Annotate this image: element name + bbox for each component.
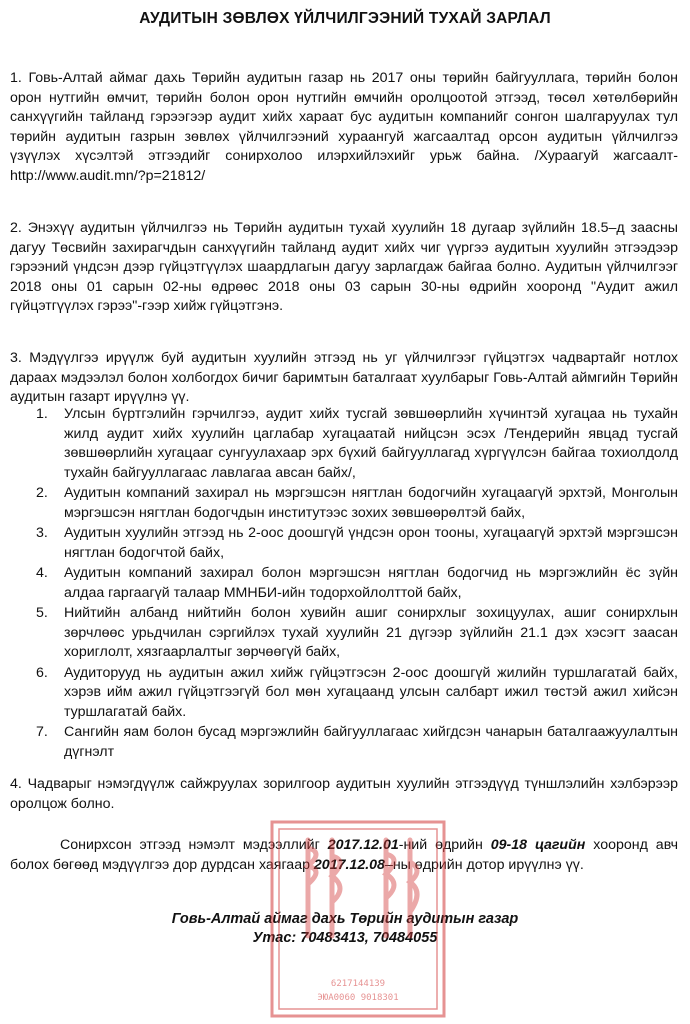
list-item: 3. Аудитын хуулийн этгээд нь 2-оос доошгүй үндсэн орон тооны, хугацаагүй эрхтэй мэргэшсэн нягтлан бодогчтой байх,	[36, 525, 678, 561]
requirements-list	[36, 405, 678, 763]
paragraph-3: 3. Мэдүүлгээ ирүүлж буй аудитын хуулийн этгээд нь уг үйлчилгээг гүйцэтгэх чадвартайг нотлох дараах мэдээлэл болон холбогдох бичиг баримтын баталгаат хуулбарыг Говь-Алтай аймгийн Төрийн аудитын газарт ирүүлнэ үү.	[10, 350, 678, 405]
document-title: АУДИТЫН ЗӨВЛӨХ ҮЙЛЧИЛГЭЭНИЙ ТУХАЙ ЗАРЛАЛ	[139, 10, 551, 27]
paragraph-5: Сонирхсон этгээд нэмэлт мэдээллийг 2017.12.01-ний өдрийн 09-18 цагийн хооронд авч болох бөгөөд мэдүүлгээ дор дурдсан хаягаар 2017.12.08–ны өдрийн дотор ирүүлнэ үү.	[10, 837, 678, 873]
list-item: 1. Улсын бүртгэлийн гэрчилгээ, аудит хийх тусгай зөвшөөрлийн хүчинтэй хугацаа нь тухайн жилд аудит хийх хуулийн цаглабар хугацаатай нийцсэн эсэх /Тендерийн явцад тусгай зөвшөөрлийн хугацааг сунгуулахаар эрх бүхий байгууллагад хүргүүлсэн байгаа тохиолдолд тухайн байгууллагаас лавлагаа авсан байх/,	[36, 406, 678, 481]
office-hours: 09-18 цагийн	[490, 837, 586, 853]
list-item: 2. Аудитын компаний захирал нь мэргэшсэн нягтлан бодогчийн хугацаагүй эрхтэй, Монголын мэргэшсэн нягтлан бодогчдын институтээс зохих зөвшөөрөлтэй байх,	[36, 485, 678, 521]
info-date: 2017.12.01	[327, 837, 399, 853]
list-item: 5. Нийтийн албанд нийтийн болон хувийн ашиг сонирхлыг зохицуулах, ашиг сонирхлын зөрчлөөс урьдчилан сэргийлэх тухай хуулийн 21 дүгээр зүйлийн 21.1 дэх хэсэгт заасан хориглолт, хязгаарлалтыг зөрчөөгүй байх,	[36, 605, 678, 660]
signature-phone: Утас: 70483413, 70484055	[252, 930, 438, 946]
list-item: 7. Сангийн яам болон бусад мэргэжлийн байгууллагаас хийгдсэн чанарын баталгаажуулалтын дүгнэлт	[36, 724, 678, 760]
deadline-date: 2017.12.08	[313, 856, 385, 873]
paragraph-4: 4. Чадварыг нэмэгдүүлж сайжруулах зорилгоор аудитын хуулийн этгээдүүд түншлэлийн хэлбэрээр оролцож болно.	[10, 776, 678, 812]
list-item: 4. Аудитын компаний захирал болон мэргэшсэн нягтлан бодогчид нь мэргэжлийн ёс зүйн алдаа гаргаагүй талаар ММНБИ-ийн тодорхойлолттой байх,	[36, 565, 678, 601]
paragraph-1: 1. Говь-Алтай аймаг дахь Төрийн аудитын газар нь 2017 оны төрийн байгууллага, төрийн болон орон нутгийн өмчит, төрийн болон орон нутгийн өмчийн оролцоотой этгээд, төсөл хөтөлбөрийн санхүүгийн тайланд гэрээгээр аудит хийх хараат бус аудитын компанийг сонгон шалгаруулах тул төрийн аудитын газрын зөвлөх үйлчилгээний хураангуй жагсаалтад орсон аудитын үйлчилгээ үзүүлэх хүсэлтэй этгээдийг сонирхолоо илэрхийлэхийг урьж байна. /Хураагуй жагсаалт-http://www.audit.mn/?p=21812/	[10, 70, 678, 184]
paragraph-2: 2. Энэхүү аудитын үйлчилгээ нь Төрийн аудитын тухай хуулийн 18 дугаар зүйлийн 18.5–д заасны дагуу Төсвийн захирагчдын санхүүгийн тайланд аудит хийх чиг үүргээ аудитын хуулийн этгээдээр гэрээний үндсэн дээр гүйцэтгүүлэх шаардлагын дагуу зарлагдаж байгаа болно. Аудитын үйлчилгээг 2018 оны 01 сарын 02-ны өдрөөс 2018 оны 03 сарын 30-ны өдрийн хооронд "Аудит ажил гүйцэтгүүлэх гэрээ"-гээр хийж гүйцэтгэнэ.	[10, 220, 678, 314]
list-item: 6. Аудиторууд нь аудитын ажил хийж гүйцэтгэсэн 2-оос доошгүй жилийн туршлагатай байх, хэрэв ийм ажил гүйцэтгээгүй бол мөн хугацаанд улсын салбарт ижил төстэй ажил хийсэн туршлагатай байх.	[36, 664, 678, 720]
stamp-line-2: ЭЮА0060 9018301	[317, 993, 399, 1003]
signature-organization: Говь-Алтай аймаг дахь Төрийн аудитын газар	[171, 911, 519, 927]
stamp-line-1: 6217144139	[330, 979, 386, 989]
